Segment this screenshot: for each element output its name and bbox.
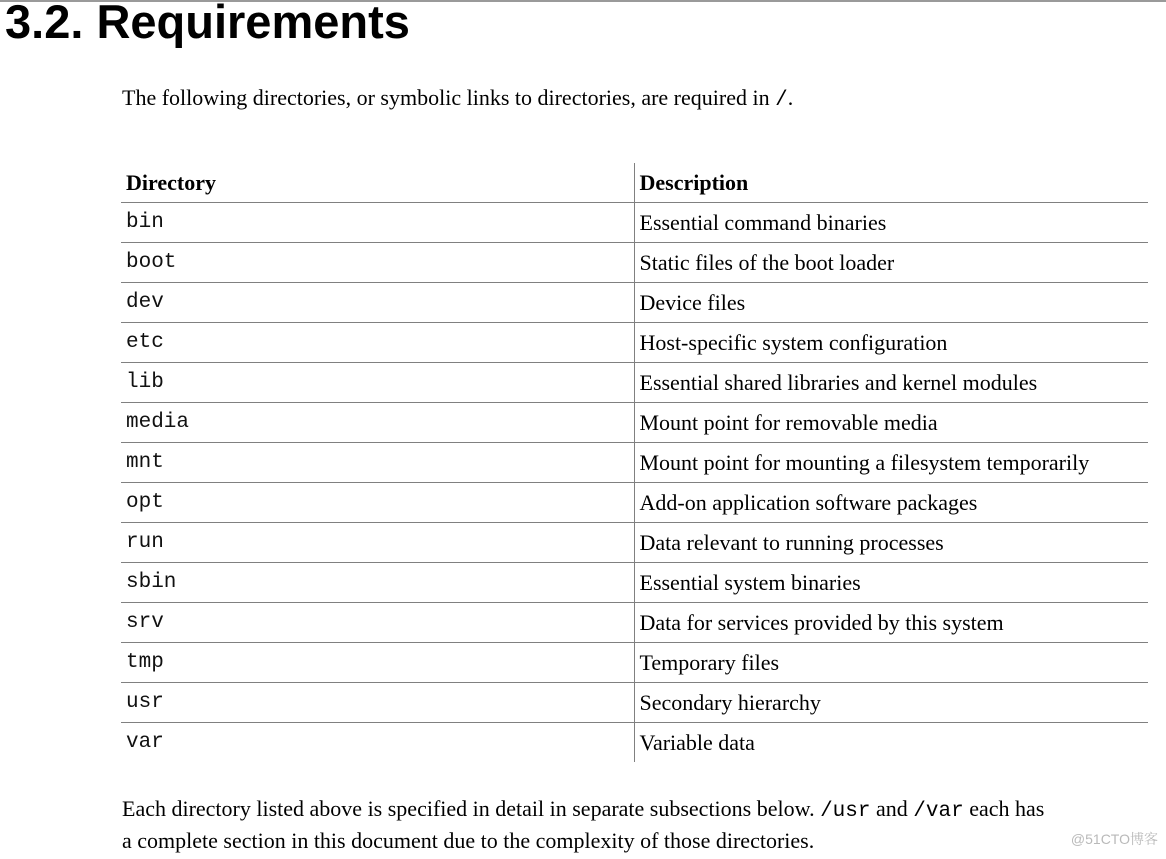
directory-name: boot bbox=[121, 243, 634, 283]
table-row bbox=[121, 363, 1148, 403]
closing-usr-path: /usr bbox=[820, 800, 871, 823]
directory-name: run bbox=[121, 523, 634, 563]
table-row bbox=[121, 443, 1148, 483]
table-row bbox=[121, 243, 1148, 283]
header-directory: Directory bbox=[121, 163, 634, 203]
directory-name: srv bbox=[121, 603, 634, 643]
intro-text: The following directories, or symbolic links to directories, are required in bbox=[122, 85, 770, 110]
intro-root-path: / bbox=[775, 89, 788, 112]
directory-name: sbin bbox=[121, 563, 634, 603]
table-row bbox=[121, 723, 1148, 763]
section-heading: 3.2. Requirements bbox=[5, 0, 410, 48]
directory-description: Secondary hierarchy bbox=[634, 683, 1148, 723]
directory-name: tmp bbox=[121, 643, 634, 683]
table-row bbox=[121, 603, 1148, 643]
directory-name: mnt bbox=[121, 443, 634, 483]
directory-description: Essential system binaries bbox=[634, 563, 1148, 603]
directory-description: Variable data bbox=[634, 723, 1148, 763]
directory-description: Add-on application software packages bbox=[634, 483, 1148, 523]
table-header-row bbox=[121, 163, 1148, 203]
closing-var-path: /var bbox=[913, 800, 964, 823]
directory-name: media bbox=[121, 403, 634, 443]
intro-period: . bbox=[787, 85, 794, 110]
directory-description: Host-specific system configuration bbox=[634, 323, 1148, 363]
directory-description: Mount point for removable media bbox=[634, 403, 1148, 443]
header-description: Description bbox=[634, 163, 1148, 203]
closing-and: and bbox=[876, 796, 908, 821]
closing-paragraph bbox=[122, 794, 1162, 855]
closing-text-1: Each directory listed above is specified in detail in separate subsections below. bbox=[122, 796, 815, 821]
table-row bbox=[121, 283, 1148, 323]
directory-name: etc bbox=[121, 323, 634, 363]
directory-description: Data relevant to running processes bbox=[634, 523, 1148, 563]
directory-description: Static files of the boot loader bbox=[634, 243, 1148, 283]
closing-text-2: each has bbox=[969, 796, 1045, 821]
directory-name: opt bbox=[121, 483, 634, 523]
directory-name: usr bbox=[121, 683, 634, 723]
directory-description: Data for services provided by this system bbox=[634, 603, 1148, 643]
directory-table bbox=[121, 163, 1148, 762]
intro-paragraph bbox=[122, 82, 793, 117]
directory-name: dev bbox=[121, 283, 634, 323]
closing-line-2: a complete section in this document due to the complexity of those directories. bbox=[122, 828, 815, 853]
closing-line-1 bbox=[122, 794, 1162, 826]
directory-description: Essential command binaries bbox=[634, 203, 1148, 243]
directory-description: Mount point for mounting a filesystem temporarily bbox=[634, 443, 1148, 483]
directory-description: Essential shared libraries and kernel modules bbox=[634, 363, 1148, 403]
directory-name: var bbox=[126, 731, 164, 754]
table-row bbox=[121, 683, 1148, 723]
table-row bbox=[121, 203, 1148, 243]
directory-description: Temporary files bbox=[634, 643, 1148, 683]
watermark: @51CTO博客 bbox=[1070, 831, 1158, 847]
table-row bbox=[121, 563, 1148, 603]
directory-name: bin bbox=[121, 203, 634, 243]
table-row bbox=[121, 643, 1148, 683]
directory-name: lib bbox=[121, 363, 634, 403]
table-row bbox=[121, 483, 1148, 523]
table-row bbox=[121, 523, 1148, 563]
table-row bbox=[121, 323, 1148, 363]
directory-description: Device files bbox=[634, 283, 1148, 323]
table-row bbox=[121, 403, 1148, 443]
